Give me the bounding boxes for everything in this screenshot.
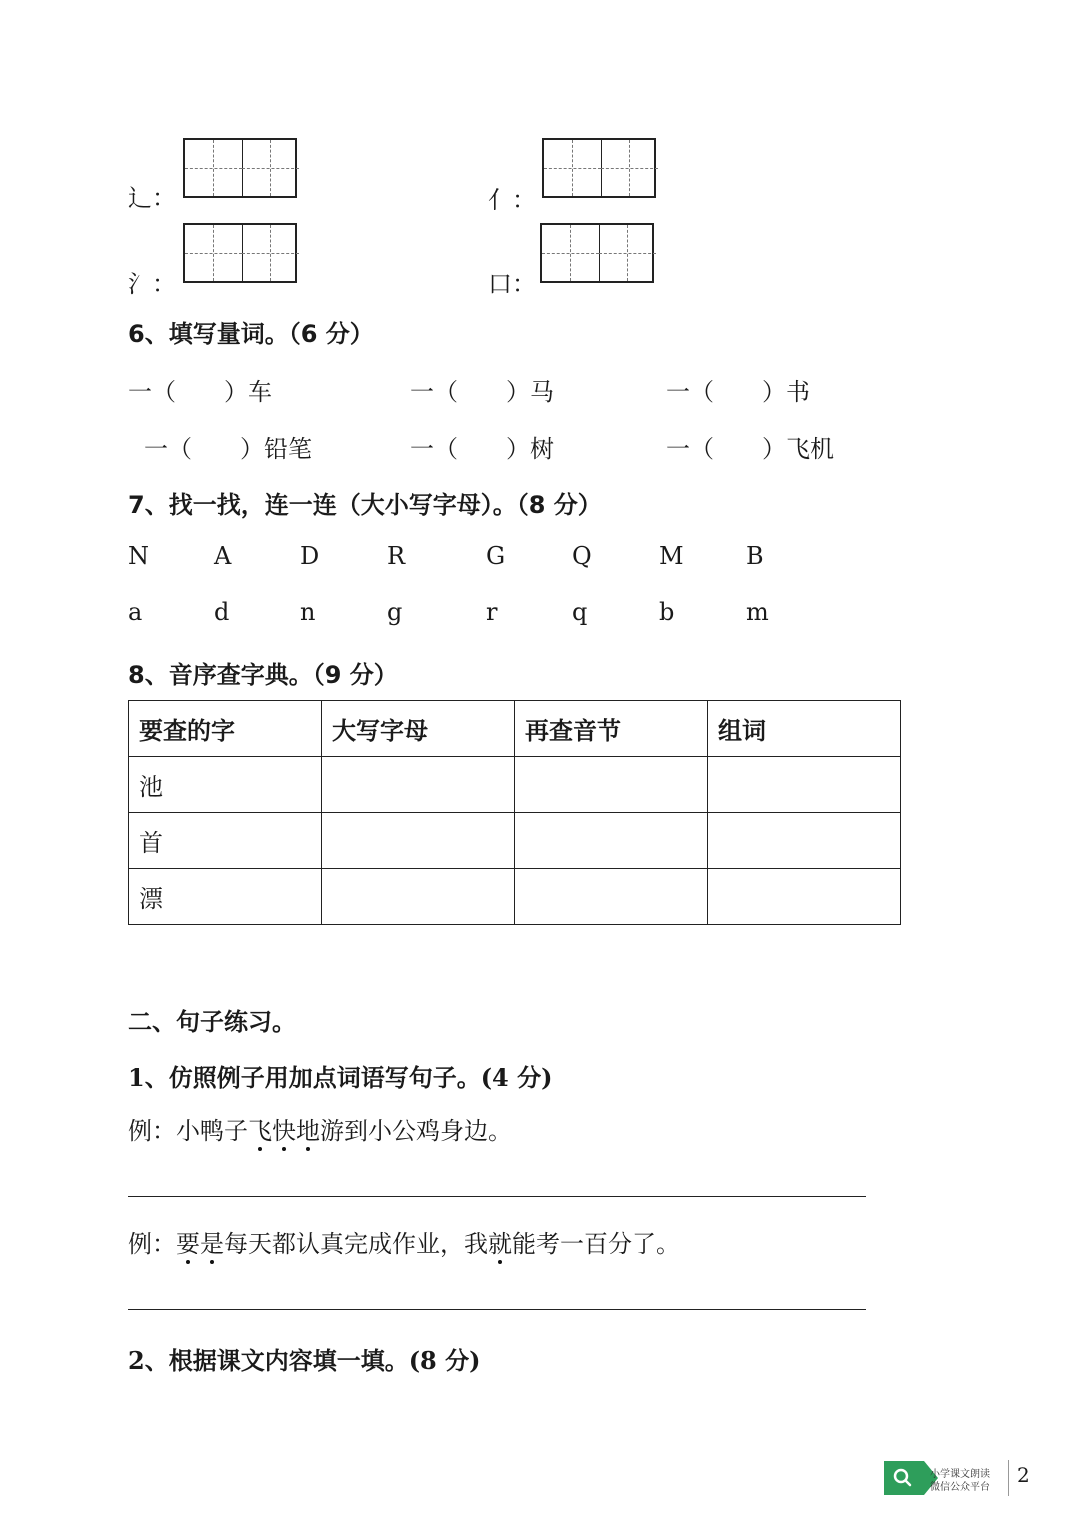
uppercase-letter[interactable]: M [659, 542, 684, 570]
table-cell-char: 首 [129, 813, 322, 869]
measure-word-item[interactable]: 一（ ）车 [128, 378, 272, 406]
table-cell-char: 池 [129, 757, 322, 813]
dictionary-table [128, 700, 901, 925]
example-sentence-1: 例：小鸭子飞快地游到小公鸡身边。 [128, 1117, 512, 1145]
column-header: 大写字母 [322, 701, 515, 757]
answer-cell[interactable] [708, 813, 901, 869]
column-header: 要查的字 [129, 701, 322, 757]
answer-cell[interactable] [515, 869, 708, 925]
uppercase-letter[interactable]: Q [572, 542, 592, 570]
measure-word-item[interactable]: 一（ ）书 [666, 378, 810, 406]
uppercase-letter[interactable]: B [746, 542, 764, 570]
emphasis-char: 快 [272, 1117, 296, 1145]
q6-heading: 6、填写量词。（6 分） [128, 320, 374, 348]
emphasis-char: 就 [488, 1230, 512, 1258]
emphasis-char: 要 [176, 1230, 200, 1258]
answer-cell[interactable] [515, 757, 708, 813]
search-icon [884, 1461, 924, 1495]
answer-line[interactable] [128, 1309, 866, 1310]
answer-cell[interactable] [322, 869, 515, 925]
footer-line2: 微信公众平台 [930, 1482, 990, 1493]
lowercase-letter[interactable]: a [128, 598, 143, 626]
emphasis-char: 是 [200, 1230, 224, 1258]
s2-q2-heading: 2、根据课文内容填一填。(8 分) [128, 1346, 481, 1375]
lowercase-letter[interactable]: m [746, 598, 769, 626]
section2-heading: 二、句子练习。 [128, 1007, 296, 1036]
measure-word-item[interactable]: 一（ ）铅笔 [144, 435, 312, 463]
answer-cell[interactable] [515, 813, 708, 869]
emphasis-char: 地 [296, 1117, 320, 1145]
emphasis-char: 飞 [248, 1117, 272, 1145]
uppercase-letter[interactable]: D [300, 542, 320, 570]
writing-grid[interactable] [183, 138, 297, 198]
answer-cell[interactable] [708, 869, 901, 925]
writing-grid[interactable] [542, 138, 656, 198]
radical-label: 口： [488, 270, 536, 298]
q7-heading: 7、找一找，连一连（大小写字母）。（8 分） [128, 491, 602, 519]
uppercase-letter[interactable]: N [128, 542, 149, 570]
q8-heading: 8、音序查字典。（9 分） [128, 661, 398, 689]
measure-word-item[interactable]: 一（ ）树 [410, 435, 554, 463]
column-header: 组词 [708, 701, 901, 757]
answer-line[interactable] [128, 1196, 866, 1197]
s2-q1-heading: 1、仿照例子用加点词语写句子。(4 分) [128, 1063, 553, 1092]
search-logo-badge [884, 1461, 924, 1495]
radical-label: 氵： [128, 270, 176, 298]
lowercase-letter[interactable]: r [486, 598, 498, 626]
uppercase-letter[interactable]: A [214, 542, 232, 570]
lowercase-letter[interactable]: g [387, 598, 403, 626]
table-cell-char: 漂 [129, 869, 322, 925]
footer-line1: 小学课文朗读 [930, 1469, 990, 1480]
answer-cell[interactable] [322, 813, 515, 869]
uppercase-letter[interactable]: R [387, 542, 406, 570]
lowercase-letter[interactable]: q [572, 598, 588, 626]
measure-word-item[interactable]: 一（ ）飞机 [666, 435, 834, 463]
answer-cell[interactable] [708, 757, 901, 813]
lowercase-letter[interactable]: d [214, 598, 230, 626]
radical-label: 辶： [128, 184, 176, 212]
lowercase-letter[interactable]: b [659, 598, 675, 626]
answer-cell[interactable] [322, 757, 515, 813]
lowercase-letter[interactable]: n [300, 598, 316, 626]
example-sentence-2: 例：要是每天都认真完成作业，我就能考一百分了。 [128, 1230, 680, 1258]
column-header: 再查音节 [515, 701, 708, 757]
uppercase-letter[interactable]: G [486, 542, 506, 570]
page-number: 2 [1017, 1463, 1030, 1487]
writing-grid[interactable] [540, 223, 654, 283]
writing-grid[interactable] [183, 223, 297, 283]
measure-word-item[interactable]: 一（ ）马 [410, 378, 554, 406]
radical-label: 亻： [488, 186, 536, 214]
footer-divider [1008, 1460, 1009, 1496]
